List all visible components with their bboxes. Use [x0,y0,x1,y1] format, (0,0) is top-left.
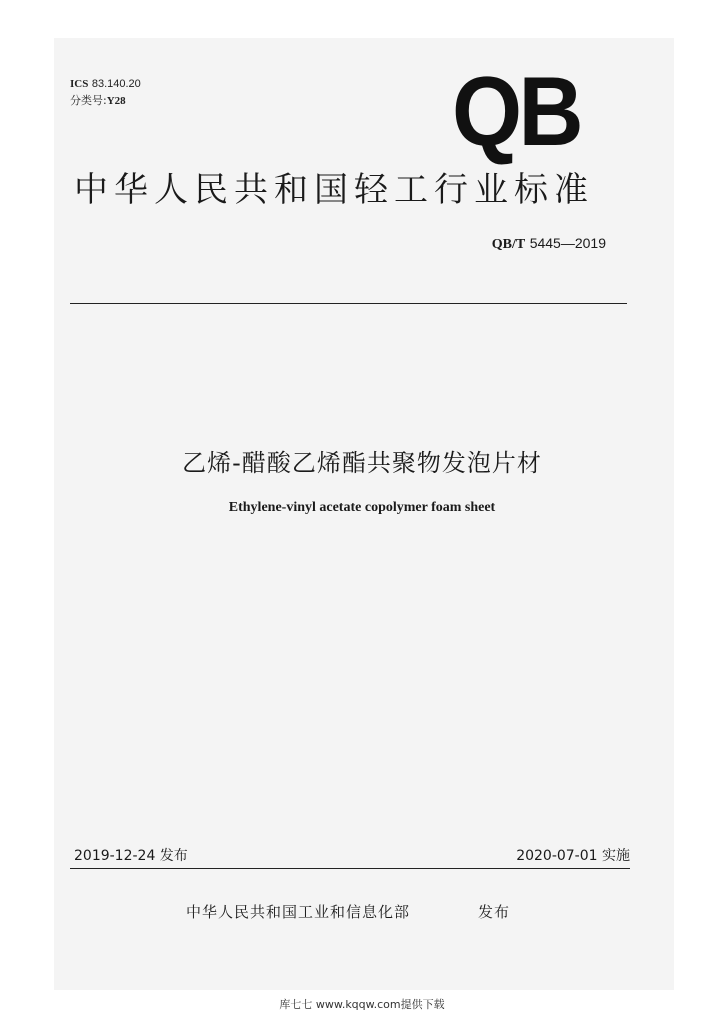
standard-number-value: 5445—2019 [529,235,606,251]
qb-logo: QB [452,56,580,166]
document-title-chinese: 乙烯-醋酸乙烯酯共聚物发泡片材 [182,449,542,477]
top-divider [70,303,627,304]
ics-label: ICS [70,78,89,90]
classification-label: 分类号: [70,94,107,107]
download-footer: 库七七 www.kqqw.com提供下载 [279,998,445,1011]
bottom-divider [70,868,630,869]
publisher-name: 中华人民共和国工业和信息化部 [186,903,411,921]
publisher-action: 发布 [478,903,511,921]
standard-category: 中华人民共和国轻工行业标准 [74,170,594,210]
classification-value: Y28 [106,95,126,107]
standard-number-prefix: QB/T [491,237,526,252]
document-title-english: Ethylene-vinyl acetate copolymer foam sheet [228,500,496,515]
issue-date: 2019-12-24 发布 [74,848,188,864]
ics-code [70,77,141,91]
ics-value: 83.140.20 [91,78,141,90]
classification-code [70,94,126,108]
implementation-date: 2020-07-01 实施 [516,848,630,864]
standard-number [492,235,606,253]
